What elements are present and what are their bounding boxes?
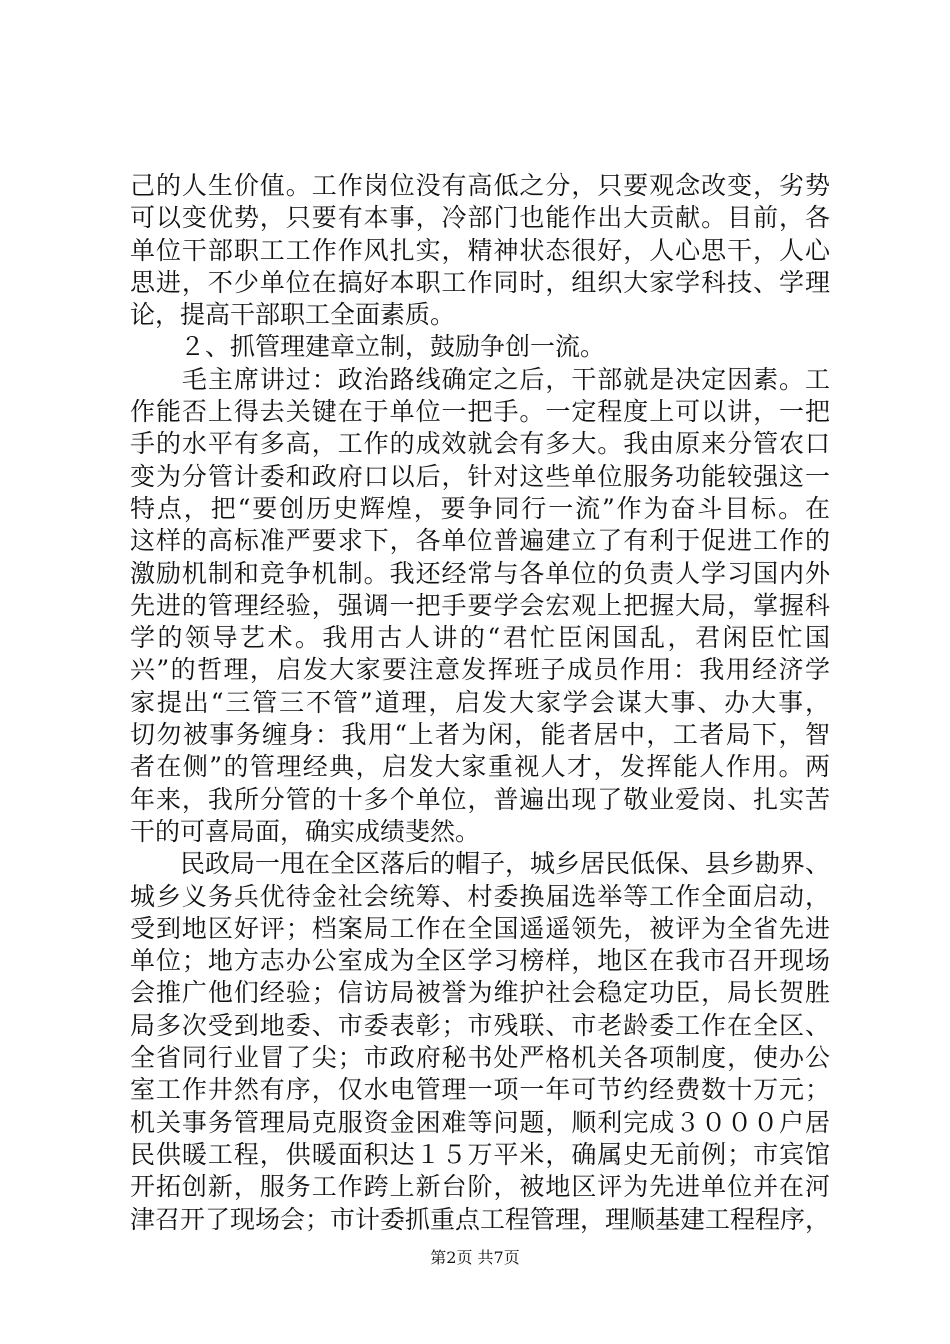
text-line: 会推广他们经验；信访局被誉为维护社会稳定功臣，局长贺胜 [130,978,830,1008]
text-line: 民政局一甩在全区落后的帽子，城乡居民低保、县乡勘界、 [130,849,830,879]
text-line: 切勿被事务缠身：我用“上者为闲，能者居中，工者局下，智 [130,720,830,750]
text-line: 思进，不少单位在搞好本职工作同时，组织大家学科技、学理 [130,267,830,297]
text-line: 干的可喜局面，确实成绩斐然。 [130,816,481,846]
text-line: 年来，我所分管的十多个单位，普遍出现了敬业爱岗、扎实苦 [130,784,830,814]
text-line: 城乡义务兵优待金社会统筹、村委换届选举等工作全面启动， [130,881,830,911]
text-line: 者在侧”的管理经典，启发大家重视人才，发挥能人作用。两 [130,752,830,782]
text-line: 家提出“三管三不管”道理，启发大家学会谋大事、办大事， [130,687,830,717]
text-line: 兴”的哲理，启发大家要注意发挥班子成员作用：我用经济学 [130,655,830,685]
text-line: 全省同行业冒了尖；市政府秘书处严格机关各项制度，使办公 [130,1043,830,1073]
text-line: 这样的高标准严要求下，各单位普遍建立了有利于促进工作的 [130,526,830,556]
text-line: 局多次受到地委、市委表彰；市残联、市老龄委工作在全区、 [130,1010,830,1040]
body-text [130,170,830,1236]
text-line: ２、抓管理建章立制，鼓励争创一流。 [130,332,606,362]
text-line: 手的水平有多高，工作的成效就会有多大。我由原来分管农口 [130,429,830,459]
text-line: 受到地区好评；档案局工作在全国遥遥领先，被评为全省先进 [130,913,830,943]
text-line: 己的人生价值。工作岗位没有高低之分，只要观念改变，劣势 [130,171,830,200]
text-line: 论，提高干部职工全面素质。 [130,300,456,330]
text-line: 开拓创新，服务工作跨上新台阶，被地区评为先进单位并在河 [130,1172,830,1202]
text-line: 学的领导艺术。我用古人讲的“君忙臣闲国乱，君闲臣忙国 [130,623,830,653]
text-line: 变为分管计委和政府口以后，针对这些单位服务功能较强这一 [130,461,830,491]
text-line: 毛主席讲过：政治路线确定之后，干部就是决定因素。工 [130,364,830,394]
text-line: 室工作井然有序，仅水电管理一项一年可节约经费数十万元； [130,1075,830,1105]
text-line: 先进的管理经验，强调一把手要学会宏观上把握大局，掌握科 [130,590,830,620]
text-line: 特点，把“要创历史辉煌，要争同行一流”作为奋斗目标。在 [130,493,830,523]
text-line: 民供暖工程，供暖面积达１５万平米，确属史无前例；市宾馆 [130,1139,830,1169]
text-line: 激励机制和竞争机制。我还经常与各单位的负责人学习国内外 [130,558,830,588]
text-line: 作能否上得去关键在于单位一把手。一定程度上可以讲，一把 [130,397,830,427]
text-line: 津召开了现场会；市计委抓重点工程管理，理顺基建工程程序， [130,1204,830,1234]
text-line: 机关事务管理局克服资金困难等问题，顺利完成３０００户居 [130,1107,830,1137]
text-line: 可以变优势，只要有本事，冷部门也能作出大贡献。目前，各 [130,203,830,233]
text-line: 单位干部职工工作作风扎实，精神状态很好，人心思干，人心 [130,235,830,265]
text-line: 单位；地方志办公室成为全区学习榜样，地区在我市召开现场 [130,946,830,976]
page-footer: 第2页 共7页 [430,1248,520,1267]
